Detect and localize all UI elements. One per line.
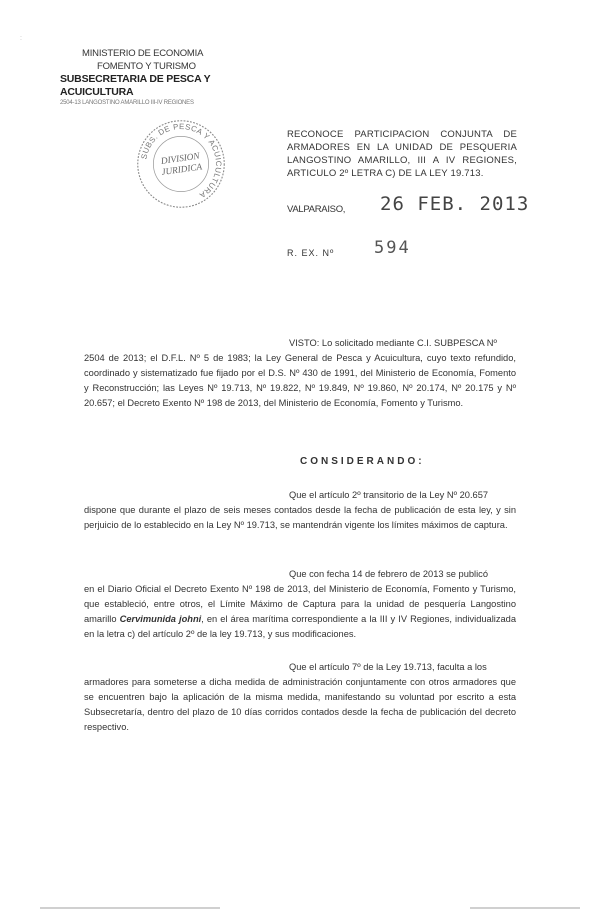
ministry-subtitle: FOMENTO Y TURISMO xyxy=(97,61,196,72)
paragraph-3-text: armadores para someterse a dicha medida de administración conjuntamente con otros armadores que se encuentren bajo la aplicación de la misma medida, manifestando su voluntad por escrito a esta Subsecretaría, dentro del plazo de 10 días corridos contados desde la fecha de publicación del decreto respectivo. xyxy=(84,677,516,732)
paragraph-2-text-b: , en el área marítima correspondiente a la III y IV Regiones, individualizada en la letra c) del artículo 2º de la ley 19.713, y sus modificaciones. xyxy=(84,614,516,639)
date-label: VALPARAISO, xyxy=(287,204,346,215)
paragraph-1-first-line: Que el artículo 2º transitorio de la Ley Nº 20.657 xyxy=(289,490,489,500)
visto-text: 2504 de 2013; el D.F.L. Nº 5 de 1983; la Ley General de Pesca y Acuicultura, cuyo texto refundido, coordinado y sistematizado fue fijado por el D.S. Nº 430 de 1991, del Ministerio de Economía, Fomento y Reconstrucción; las Leyes Nº 19.713, Nº 19.822, Nº 19.849, Nº 19.860, Nº 20.174, Nº 20.175 y Nº 20.657; el Decreto Exento Nº 198 de 2013, del Ministerio de Economía, Fomento y Turismo. xyxy=(84,353,516,408)
visto-first-line: VISTO: Lo solicitado mediante C.I. SUBPESCA Nº xyxy=(289,338,497,348)
stamp-ring-text: SUBS. DE PESCA Y ACUICULTURA xyxy=(139,121,223,200)
considerando-paragraph-3 xyxy=(84,660,516,735)
footer-line-left xyxy=(40,907,220,909)
visto-paragraph xyxy=(84,336,516,411)
paragraph-2-first-line: Que con fecha 14 de febrero de 2013 se publicó xyxy=(289,569,488,579)
resolution-subject: RECONOCE PARTICIPACION CONJUNTA DE ARMADORES EN LA UNIDAD DE PESQUERIA LANGOSTINO AMARILLO, III A IV REGIONES, ARTICULO 2º LETRA C) DE LA LEY 19.713. xyxy=(287,129,517,179)
footer-line-right xyxy=(470,907,580,909)
considerando-paragraph-1 xyxy=(84,488,516,533)
resolution-number: 594 xyxy=(374,238,411,258)
considerando-paragraph-2 xyxy=(84,567,516,642)
corner-mark: : xyxy=(20,35,22,42)
paragraph-2-text-a: en el Diario Oficial el Decreto Exento Nº 198 de 2013, del Ministerio de Economía, Fomento y Turismo, que estableció, entre otros, el Límite Máximo de Captura para la unidad de pesquería Langostino amarillo xyxy=(84,584,516,624)
species-name: Cervimunida johni xyxy=(119,614,202,624)
stamp-center-line1: DIVISION xyxy=(160,150,201,166)
stamp-center-line2: JURIDICA xyxy=(160,161,203,178)
paragraph-3-first-line: Que el artículo 7º de la Ley 19.713, faculta a los xyxy=(289,662,487,672)
resolution-number-label: R. EX. Nº xyxy=(287,248,335,258)
paragraph-2-text xyxy=(84,582,516,642)
file-reference: 2504-13 LANGOSTINO AMARILLO III-IV REGIONES xyxy=(60,100,194,106)
ministry-name: MINISTERIO DE ECONOMIA xyxy=(82,48,204,59)
undersecretariat-name: SUBSECRETARIA DE PESCA Y ACUICULTURA xyxy=(60,73,211,98)
paragraph-1-text: dispone que durante el plazo de seis meses contados desde la fecha de publicación de esta ley, y sin perjuicio de lo establecido en la Ley Nº 19.713, se mantendrán vigente los límites máximos de captura. xyxy=(84,505,516,530)
letterhead xyxy=(60,47,260,107)
date-stamp: 26 FEB. 2013 xyxy=(380,193,530,215)
considerando-heading: CONSIDERANDO: xyxy=(300,456,425,467)
division-juridica-stamp xyxy=(135,118,227,210)
